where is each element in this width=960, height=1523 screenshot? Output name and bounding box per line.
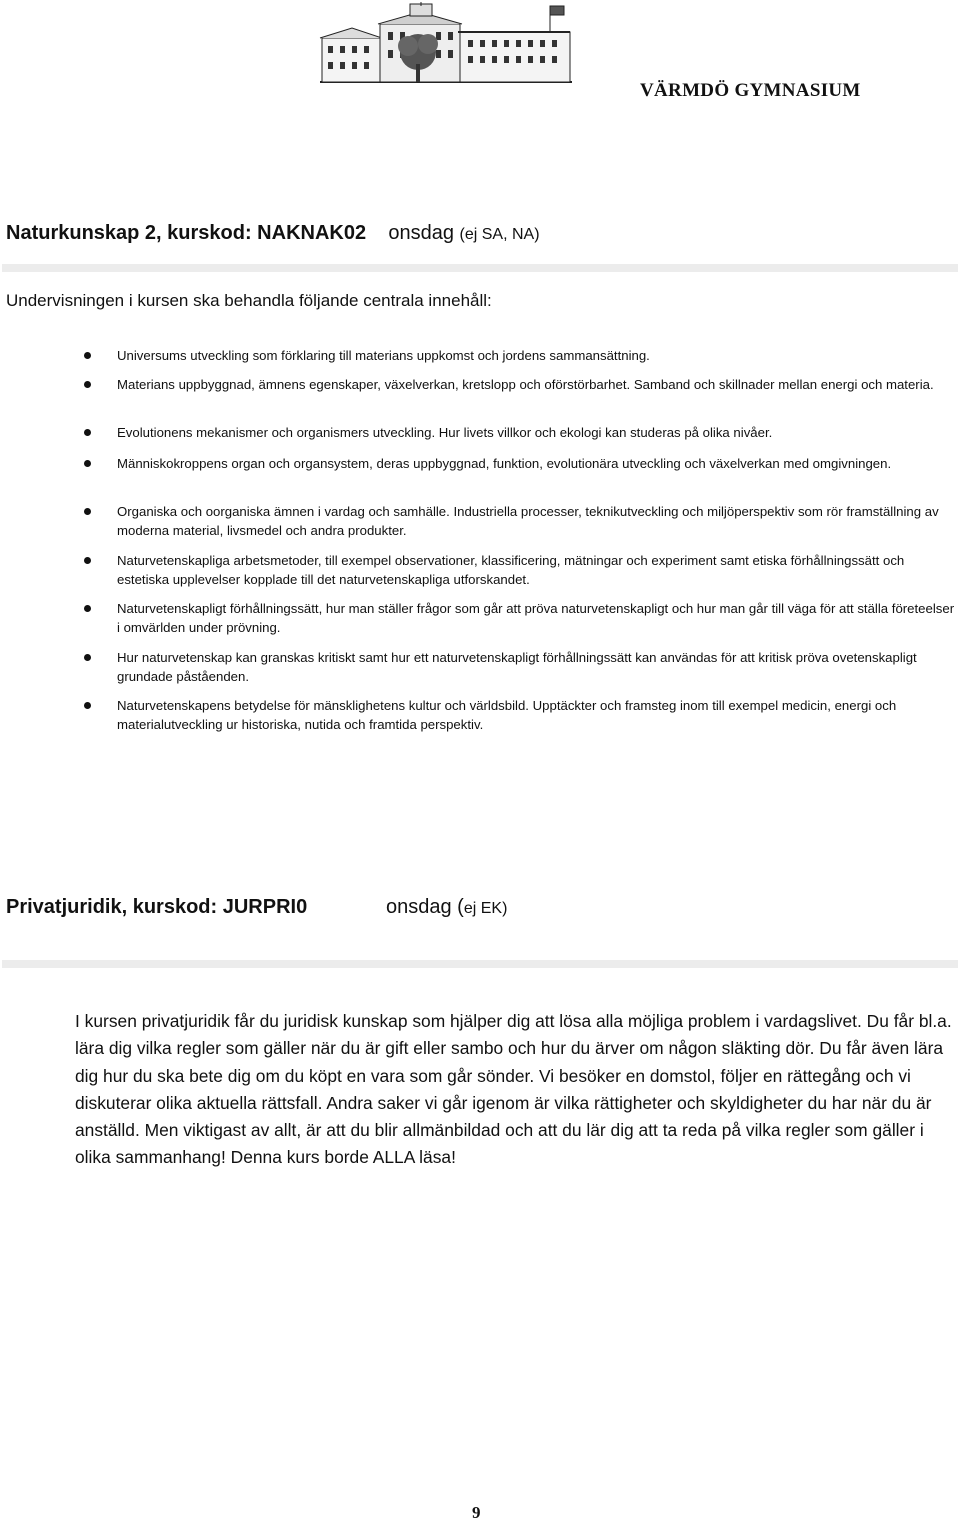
list-item: Naturvetenskapens betydelse för mänsklighetens kultur och världsbild. Upptäckter och framsteg inom till exempel medicin, energi och materialutveckling ur historiska, nutida och framtida perspektiv. <box>117 696 957 734</box>
bullet-icon <box>84 352 91 359</box>
list-item: Materians uppbyggnad, ämnens egenskaper, växelverkan, kretslopp och oförstörbarhet. Samband och skillnader mellan energi och materia. <box>117 375 957 394</box>
bullet-icon <box>84 557 91 564</box>
list-item: Evolutionens mekanismer och organismers utveckling. Hur livets villkor och ekologi kan studeras på olika nivåer. <box>117 423 957 442</box>
section-divider <box>2 960 958 968</box>
course1-exclusion: (ej SA, NA) <box>459 226 540 243</box>
course2-title: Privatjuridik, kurskod: JURPRI0 <box>6 896 308 918</box>
course1-heading <box>6 222 540 245</box>
course2-heading <box>6 896 307 919</box>
list-item: Universums utveckling som förklaring till materians uppkomst och jordens sammansättning. <box>117 346 957 365</box>
bullet-icon <box>84 702 91 709</box>
school-name: VÄRMDÖ GYMNASIUM <box>640 80 861 101</box>
bullet-icon <box>84 460 91 467</box>
course2-exclusion: ej EK) <box>463 900 508 917</box>
list-item: Människokroppens organ och organsystem, deras uppbyggnad, funktion, evolutionära utveckling och växelverkan med omgivningen. <box>117 454 957 473</box>
course1-intro: Undervisningen i kursen ska behandla följande centrala innehåll: <box>6 291 492 310</box>
page-number: 9 <box>472 1503 481 1522</box>
course2-schedule <box>386 896 507 919</box>
section-divider <box>2 264 958 272</box>
bullet-icon <box>84 429 91 436</box>
bullet-icon <box>84 605 91 612</box>
list-item: Hur naturvetenskap kan granskas kritiskt samt hur ett naturvetenskapligt förhållningssätt kan användas för att kritisk pröva ovetenskapligt grundade påståenden. <box>117 648 957 686</box>
course1-day: onsdag <box>388 222 454 244</box>
list-item: Naturvetenskapliga arbetsmetoder, till exempel observationer, klassificering, mätningar och experiment samt etiska förhållningssätt och estetiska upplevelser kopplade till det naturvetenskapliga utforskandet. <box>117 551 957 589</box>
bullet-icon <box>84 654 91 661</box>
course2-description: I kursen privatjuridik får du juridisk kunskap som hjälper dig att lösa alla möjliga problem i vardagslivet. Du får bl.a. lära dig vilka regler som gäller när du är gift eller sambo och hur du ärver om någon släkting dör. Du får även lära dig hur du ska bete dig om du köpt en vara som går sönder. Vi besöker en domstol, följer en rättegång och vi diskuterar olika aktuella rättsfall. Andra saker vi går igenom är vilka rättigheter och skyldigheter du har när du är anställd. Men viktigast av allt, är att du blir allmänbildad och att du lär dig att ta reda på vilka regler som gäller i olika sammanhang! Denna kurs borde ALLA läsa! <box>75 1011 952 1168</box>
bullet-icon <box>84 508 91 515</box>
school-logo-image <box>318 2 574 86</box>
bullet-icon <box>84 381 91 388</box>
course2-day: onsdag ( <box>386 896 464 918</box>
course1-title: Naturkunskap 2, kurskod: NAKNAK02 <box>6 222 367 244</box>
list-item: Organiska och oorganiska ämnen i vardag och samhälle. Industriella processer, teknikutveckling och miljöperspektiv som rör framställning av moderna material, livsmedel och andra produkter. <box>117 502 957 540</box>
list-item: Naturvetenskapligt förhållningssätt, hur man ställer frågor som går att pröva naturvetenskapligt och hur man går till väga för att ställa företeelser i omvärlden under prövning. <box>117 599 957 637</box>
